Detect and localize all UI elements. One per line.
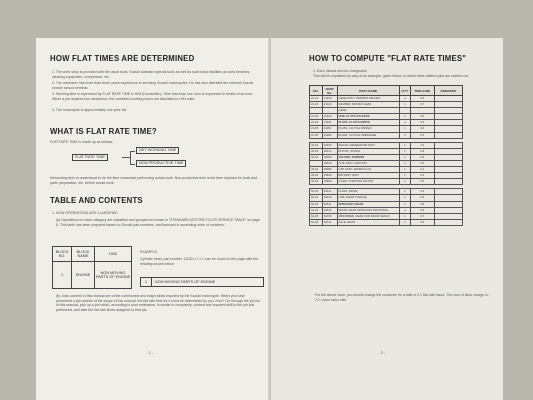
diagram-bracket-bottom bbox=[130, 164, 135, 165]
block-no-header: BLOCK NO. bbox=[53, 247, 72, 262]
cell-time: 0.6 bbox=[410, 219, 434, 225]
net-working-time-box: NET WORKING TIME bbox=[136, 147, 179, 154]
example-box-num: 1 bbox=[141, 278, 152, 286]
cell-part-name: SPROCKET, REAR bbox=[337, 201, 399, 207]
cell-part-name: CAP ASSY, SPARK PLUG bbox=[337, 167, 399, 173]
cell-time: 0.4 bbox=[410, 189, 434, 195]
right-page bbox=[271, 38, 503, 400]
table-row bbox=[310, 219, 463, 225]
intro-item-4: 4. The motorcycle is approximately one year old. bbox=[52, 108, 128, 112]
cell-part-name: AXLE, REAR bbox=[337, 219, 399, 225]
cell-part-name: CDI UNIT, IGNITION bbox=[337, 154, 399, 160]
cell-time: 0.7 bbox=[410, 102, 434, 108]
cell-qty: 1 bbox=[399, 142, 410, 148]
cell-qty: 1 bbox=[399, 213, 410, 219]
cell-qty: 1 bbox=[399, 201, 410, 207]
section3-title: TABLE AND CONTENTS bbox=[50, 196, 143, 205]
cell-no: 32-02 bbox=[310, 148, 323, 154]
cell-no: 64-03 bbox=[310, 201, 323, 207]
col-time: TIME (H/M) bbox=[410, 86, 434, 96]
cell-time: 0.9 bbox=[410, 207, 434, 213]
cell-time: 0.7 bbox=[410, 213, 434, 219]
cell-part-no: 33860 bbox=[322, 179, 337, 185]
cell-qty: 1 bbox=[399, 173, 410, 179]
cell-time: 0.8 bbox=[410, 148, 434, 154]
left-page-number: - 2 - bbox=[146, 350, 154, 355]
left-title: HOW FLAT TIMES ARE DETERMINED bbox=[50, 54, 195, 63]
cell-part-no: 21441 bbox=[322, 120, 337, 126]
cell-qty: 1 bbox=[399, 148, 410, 154]
col-qty: Q'TY bbox=[399, 86, 410, 96]
col-remarks: REMARKS bbox=[434, 86, 462, 96]
example-box-text: NON MOVING PARTS OF ENGINE bbox=[155, 280, 216, 284]
cell-no: 64-02 bbox=[310, 195, 323, 201]
section2-title: WHAT IS FLAT RATE TIME? bbox=[50, 127, 157, 136]
non-productive-time-box: NON PRODUCTIVE TIME bbox=[136, 160, 186, 167]
cell-no: 64-05 bbox=[310, 213, 323, 219]
cell-qty: 1 bbox=[399, 207, 410, 213]
cell-no: 64-01 bbox=[310, 189, 323, 195]
cell-qty: 1 bbox=[399, 160, 410, 166]
cell-time: 0.8 bbox=[410, 201, 434, 207]
cell-part-no: 32900 bbox=[322, 154, 337, 160]
cell-no: 21-02 bbox=[310, 102, 323, 108]
cell-time: 0.3 bbox=[410, 160, 434, 166]
cell-qty: 1 bbox=[399, 126, 410, 132]
example-label: EXAMPLE: bbox=[140, 250, 158, 254]
cell-no: 21-03 bbox=[310, 114, 323, 120]
example-box bbox=[140, 277, 264, 287]
cell-time: 0.5 bbox=[410, 132, 434, 138]
intro-item-1: 1. The work shop is provided with the usual tools, Suzuki standard special tools as well as such basic facilities as work benches, cleaning equipment, compressor, etc. bbox=[52, 70, 251, 79]
cell-time: 0.6 bbox=[410, 96, 434, 102]
col-no: NO. bbox=[310, 86, 323, 96]
cell-part-no: 32112 bbox=[322, 148, 337, 154]
cell-part-name: GEAR ASSY, PRIMARY DRIVEN bbox=[337, 96, 399, 102]
cell-part-name: COIL ASSY, IGNITION bbox=[337, 160, 399, 166]
block-desc-cell: NON MOVING PARTS OF ENGINE bbox=[95, 262, 132, 289]
cell-part-no: 21451 bbox=[322, 126, 337, 132]
cell-no: 64-06 bbox=[310, 219, 323, 225]
cell-time: 0.3 bbox=[410, 173, 434, 179]
cell-qty: 1 bbox=[399, 189, 410, 195]
cell-part-no: 64711 bbox=[322, 219, 337, 225]
cell-time: 0.3 bbox=[410, 154, 434, 160]
example-text: Cylinder head, part number 11100-□□□□□ can be found on the page with the heading shown below. bbox=[140, 257, 259, 266]
cell-qty: 1 bbox=[399, 154, 410, 160]
cell-no: 32-01 bbox=[310, 142, 323, 148]
cell-no: 21-01 bbox=[310, 96, 323, 102]
cell-qty: 1 bbox=[399, 132, 410, 138]
closing-text: For the above work, you should charge the customer for a total of 2.1 flat rate hours. The sum of labor charge is: 2.1 x your labor rate. bbox=[315, 293, 489, 302]
cell-part-name: PLATE, CLUTCH DRIVEN bbox=[337, 126, 399, 132]
cell-no: 32-03 bbox=[310, 154, 323, 160]
cell-no: 33-01 bbox=[310, 167, 323, 173]
cell-part-name: DRUM, REAR SPROCKET MOUNTING bbox=[337, 207, 399, 213]
cell-qty: 1 bbox=[399, 195, 410, 201]
cell-part-name: BATTERY ASSY bbox=[337, 173, 399, 179]
cell-part-no: 64611 bbox=[322, 207, 337, 213]
cell-time: 0.5 bbox=[410, 179, 434, 185]
intro-item-3: 3. Working time is expressed by FLAT RATE TIME in H/M (Hours/Men). Time less than one hour is expressed in tenths of an hour. When a job requires two mechanics, the combined working hours are tabulated in H/M units. bbox=[52, 92, 254, 101]
right-intro: 1. Each classis service chargeable. This will be explained by way of an example, given below, in which three distinct jobs are carried out. bbox=[313, 69, 469, 78]
cell-part-name: ROTOR, SIGNAL bbox=[337, 148, 399, 154]
cell-part-no: 09482 bbox=[322, 167, 337, 173]
col-part-name: PART NAME bbox=[337, 86, 399, 96]
cell-part-name: CORD, STARTING MOTOR bbox=[337, 179, 399, 185]
cell-part-name: SIGNAL GENERATOR ASSY bbox=[337, 142, 399, 148]
cell-part-name: LINK, REAR TORQUE bbox=[337, 195, 399, 201]
cell-qty: 1 bbox=[399, 179, 410, 185]
cell-qty: 1 bbox=[399, 219, 410, 225]
cell-time: 0.3 bbox=[410, 195, 434, 201]
cell-no: 64-04 bbox=[310, 207, 323, 213]
right-title: HOW TO COMPUTE "FLAT RATE TIMES" bbox=[309, 54, 467, 63]
cell-time: 0.6 bbox=[410, 126, 434, 132]
diagram-bracket bbox=[130, 151, 131, 164]
left-page bbox=[36, 38, 276, 400]
cell-qty: 1 bbox=[399, 114, 410, 120]
rate-table-header bbox=[310, 86, 463, 96]
cell-part-no: 64120 bbox=[322, 195, 337, 201]
cell-part-name: ABSORBER, REAR FOR DRUM SHOCK bbox=[337, 213, 399, 219]
cell-no: 21-04 bbox=[310, 120, 323, 126]
rate-table bbox=[309, 85, 463, 226]
flat-rate-time-box: FLAT RATE TIME bbox=[72, 154, 108, 161]
section2-body: Networking time is understood to be the time consumed performing actual work. Non-productive time is the time required for tools and parts preparation, etc. before actual work. bbox=[50, 176, 257, 185]
block-table bbox=[52, 246, 132, 289]
diagram-bracket-top bbox=[130, 151, 135, 152]
cell-part-no: 21462 bbox=[322, 132, 337, 138]
diagram-connector bbox=[122, 157, 130, 158]
cell-part-name: DAMPER, DRIVEN GEAR bbox=[337, 102, 399, 108]
cell-part-no: 21100 bbox=[322, 96, 337, 102]
block-name-cell: ENGINE bbox=[72, 262, 95, 289]
cell-time: 0.1 bbox=[410, 167, 434, 173]
cell-part-name: GEAR bbox=[337, 108, 399, 114]
cell-part-no: 33410 bbox=[322, 160, 337, 166]
cell-time: 0.5 bbox=[410, 120, 434, 126]
rate-table-body bbox=[310, 96, 463, 226]
cell-part-no: 21410 bbox=[322, 114, 337, 120]
cell-part-no: 33610 bbox=[322, 173, 337, 179]
cell-part-name: CHAIN, DRIVE bbox=[337, 189, 399, 195]
intro-item-2: 2. The mechanic has more than three years experience in servicing Suzuki motorcycles. He has also attended the relevant Suzuki service school seminar. bbox=[52, 81, 254, 90]
block-name-header: BLOCK NAME bbox=[72, 247, 95, 262]
section3-item1b: (b) Jobs covered in this manual are of the commonest and major kinds required by the Suzuki motorcycle. When you have performed a job outside of the scope of this manual, the flat rate time for it must be determined by you. How? Go through the job list of this manual, pick up a job which, according to your estimation, is similar in complexity, content and required skill to the job just performed, and take the flat rate times assigned to that job. bbox=[56, 294, 260, 312]
cell-qty: 1 bbox=[399, 96, 410, 102]
cell-qty: 1 bbox=[399, 167, 410, 173]
cell-part-name: PLATE, CLUTCH DRIVE bbox=[337, 120, 399, 126]
right-page-number: - 3 - bbox=[378, 350, 386, 355]
cell-time: 0.5 bbox=[410, 114, 434, 120]
col-part-no: PART No. bbox=[322, 86, 337, 96]
cell-qty: 1 bbox=[399, 120, 410, 126]
cell-qty: 1 bbox=[399, 102, 410, 108]
cell-part-name: HUB, CLUTCH SLEEVE bbox=[337, 114, 399, 120]
cell-no: 21-06 bbox=[310, 132, 323, 138]
cell-remarks bbox=[434, 219, 462, 225]
cell-part-no: 32100 bbox=[322, 142, 337, 148]
cell-part-no: 64111 bbox=[322, 189, 337, 195]
cell-part-name: PLATE, CLUTCH PRESSURE bbox=[337, 132, 399, 138]
cell-no: 21-05 bbox=[310, 126, 323, 132]
cell-part-no: 21120 bbox=[322, 102, 337, 108]
block-no-cell: 1 bbox=[53, 262, 72, 289]
cell-part-no: 64511 bbox=[322, 201, 337, 207]
cell-part-no: 64700 bbox=[322, 213, 337, 219]
cell-time: 1.0 bbox=[410, 142, 434, 148]
cell-no: 33-03 bbox=[310, 179, 323, 185]
section2-intro: FLAT RATE TIME is made up as follows: bbox=[50, 140, 113, 144]
block-code-header: 1000 bbox=[95, 247, 132, 262]
section3-item1: 1. HOW OPERATIONS ARE CLASSIFIED bbox=[52, 211, 118, 215]
cell-no: 33-02 bbox=[310, 173, 323, 179]
section3-item1a: (a) Operations for each category are classified and grouped as shown in "STANDARD MOTORCYCLES SERVICE TABLE" on page 6. This table has been prepared based on Suzuki part numbers, and itemized in ascending order of numbers. bbox=[56, 218, 260, 227]
